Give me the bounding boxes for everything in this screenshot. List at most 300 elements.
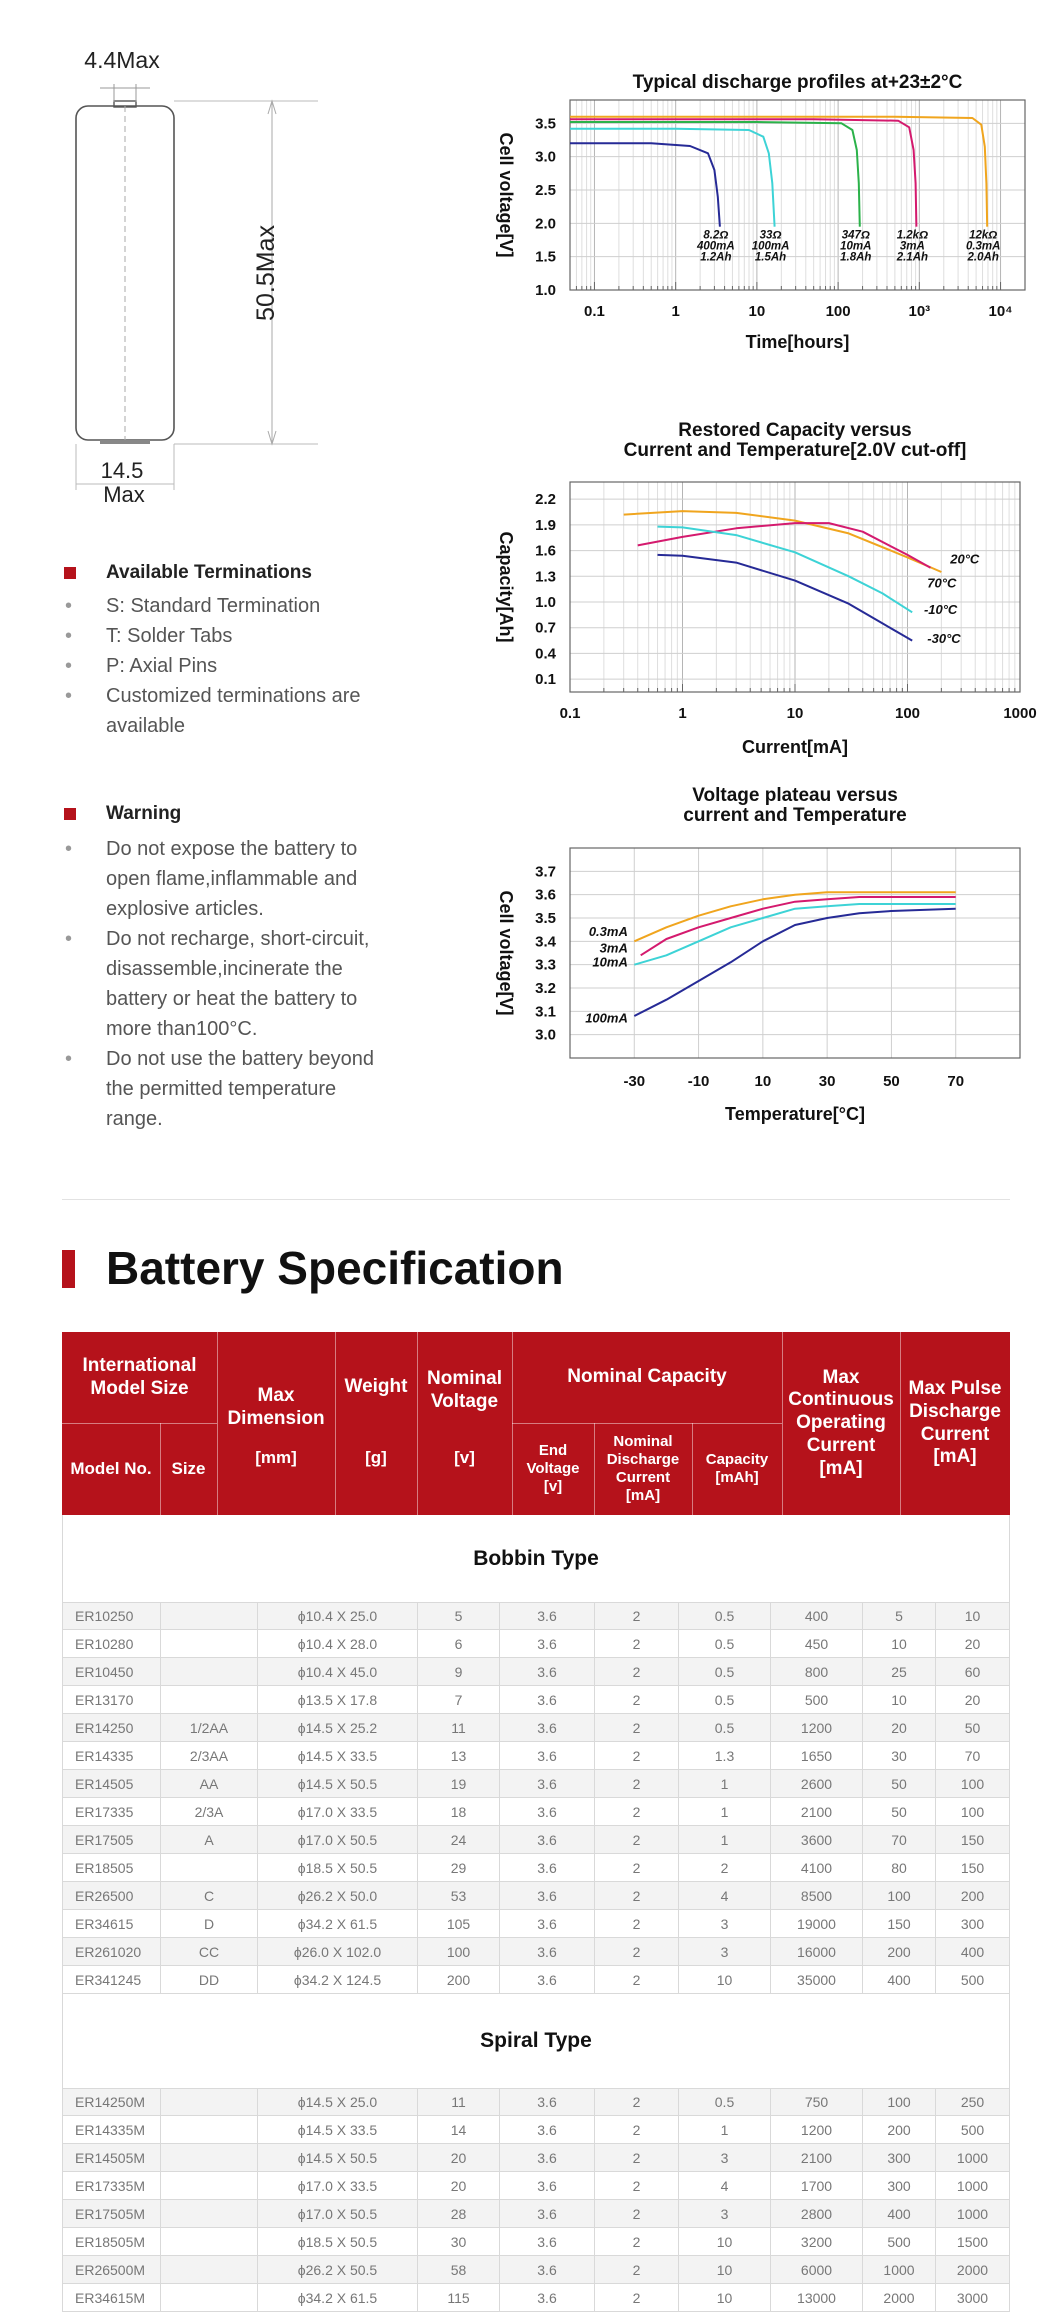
x-tick-label: 100 (825, 303, 851, 320)
header-capacity: Capacity [mAh] (705, 1451, 769, 1486)
table-row (62, 1658, 1010, 1686)
y-tick-label: 1.0 (535, 282, 556, 299)
table-cell: 2 (594, 1882, 678, 1909)
table-cell: 2 (594, 1603, 678, 1629)
table-cell: 20 (417, 2172, 499, 2199)
table-cell: 2000 (862, 2284, 935, 2311)
table-cell: 3.6 (499, 1686, 594, 1713)
table-cell: 4 (678, 2172, 770, 2199)
series-label: 20°C (950, 551, 980, 567)
y-tick-label: 0.7 (535, 619, 556, 637)
table-cell (160, 2144, 257, 2171)
table-cell: 3.6 (499, 2172, 594, 2199)
series-label: -30°C (927, 631, 961, 647)
header-nominal-discharge: Nominal Discharge Current [mA] (606, 1433, 680, 1504)
table-cell: ER14505M (62, 2144, 160, 2171)
table-cell: 1500 (935, 2228, 1010, 2255)
table-cell: ϕ18.5 X 50.5 (257, 1854, 417, 1881)
table-cell: 10 (935, 1603, 1010, 1629)
table-cell: 10 (678, 2256, 770, 2283)
y-tick-label: 3.4 (535, 933, 556, 951)
y-tick-label: 3.5 (535, 115, 556, 133)
table-cell: ϕ14.5 X 50.5 (257, 1770, 417, 1797)
table-cell: 1200 (770, 2116, 862, 2143)
table-cell: 2600 (770, 1770, 862, 1797)
table-cell: 30 (862, 1742, 935, 1769)
header-max-continuous: Max Continuous Operating Current [mA] (788, 1366, 894, 1479)
table-row (62, 2228, 1010, 2256)
x-tick-label: 10 (754, 1073, 772, 1090)
series-label: 400mA (696, 240, 735, 253)
y-tick-label: 3.3 (535, 956, 556, 974)
x-axis-label: Temperature[°C] (725, 1104, 865, 1124)
table-cell: 200 (935, 1882, 1010, 1909)
series-label: 1.5Ah (754, 251, 787, 264)
table-cell: 750 (770, 2089, 862, 2115)
table-cell: 18 (417, 1798, 499, 1825)
table-cell: 2 (594, 2144, 678, 2171)
table-cell: 500 (935, 2116, 1010, 2143)
table-cell: 3600 (770, 1826, 862, 1853)
table-cell: 2000 (935, 2256, 1010, 2283)
spec-table-body (62, 1515, 1010, 2312)
battery-bottom-terminal (100, 440, 150, 444)
header-nominal-capacity: Nominal Capacity (567, 1366, 727, 1388)
table-cell: 3.6 (499, 2284, 594, 2311)
y-tick-label: 1.5 (535, 248, 556, 266)
table-cell: 115 (417, 2284, 499, 2311)
discharge-profile-chart (470, 72, 1030, 400)
table-row (62, 1714, 1010, 1742)
table-cell: 7 (417, 1686, 499, 1713)
section-divider (62, 1199, 1010, 1200)
table-cell: 50 (862, 1770, 935, 1797)
table-cell: 1000 (935, 2172, 1010, 2199)
table-row (62, 2200, 1010, 2228)
terminations-title: Available Terminations (106, 562, 312, 583)
table-cell: ER17335 (62, 1798, 160, 1825)
table-cell: 2 (594, 1686, 678, 1713)
table-cell: 3.6 (499, 1658, 594, 1685)
table-cell: ER14335 (62, 1742, 160, 1769)
table-cell: 6000 (770, 2256, 862, 2283)
x-tick-label: -10 (687, 1073, 710, 1090)
chart-title: Voltage plateau versus (692, 785, 898, 806)
table-cell: 1 (678, 1826, 770, 1853)
table-cell: ϕ14.5 X 25.2 (257, 1714, 417, 1741)
table-cell (160, 2172, 257, 2199)
table-cell: 19 (417, 1770, 499, 1797)
series-label: 3mA (899, 240, 925, 253)
list-item: • Customized terminations are available (62, 681, 422, 741)
y-axis-label: Cell voltage[V] (496, 132, 516, 258)
table-cell: 3.6 (499, 1714, 594, 1741)
table-cell: 3.6 (499, 1770, 594, 1797)
y-tick-label: 3.7 (535, 863, 556, 881)
battery-dimension-drawing (40, 40, 370, 510)
x-tick-label: 0.1 (559, 705, 581, 722)
x-tick-label: 10³ (908, 303, 931, 320)
bottom-dimension-label: 14.5 (100, 458, 144, 483)
terminations-list (62, 591, 422, 741)
table-cell: ER10450 (62, 1658, 160, 1685)
table-cell: 150 (935, 1854, 1010, 1881)
table-cell: 8500 (770, 1882, 862, 1909)
terminations-section (62, 559, 422, 741)
table-cell: ϕ14.5 X 33.5 (257, 2116, 417, 2143)
table-cell (160, 1686, 257, 1713)
table-cell: ϕ34.2 X 61.5 (257, 2284, 417, 2311)
table-cell: 13 (417, 1742, 499, 1769)
table-cell: 2800 (770, 2200, 862, 2227)
table-cell: 800 (770, 1658, 862, 1685)
table-cell: 200 (862, 2116, 935, 2143)
table-cell: ER17505 (62, 1826, 160, 1853)
table-cell: 9 (417, 1658, 499, 1685)
table-cell: 0.5 (678, 1603, 770, 1629)
y-tick-label: 3.5 (535, 910, 556, 927)
spiral-rows (62, 2088, 1010, 2312)
table-cell: ϕ26.0 X 102.0 (257, 1938, 417, 1965)
voltage-plateau-chart (470, 785, 1030, 1130)
y-tick-label: 0.1 (535, 671, 556, 689)
table-cell: ϕ13.5 X 17.8 (257, 1686, 417, 1713)
table-cell: 400 (862, 2200, 935, 2227)
table-cell: 105 (417, 1910, 499, 1937)
table-cell: 2 (594, 2172, 678, 2199)
table-cell: 2 (594, 1938, 678, 1965)
table-cell: 0.5 (678, 1714, 770, 1741)
y-tick-label: 1.9 (535, 516, 556, 534)
chart-title: Typical discharge profiles at+23±2°C (632, 72, 963, 93)
table-cell: ER34615M (62, 2284, 160, 2311)
table-cell: 500 (770, 1686, 862, 1713)
table-cell: 3.6 (499, 1966, 594, 1993)
table-cell: ϕ34.2 X 124.5 (257, 1966, 417, 1993)
table-cell: 80 (862, 1854, 935, 1881)
x-tick-label: 0.1 (584, 303, 605, 320)
table-cell: ER34615 (62, 1910, 160, 1937)
table-cell: 3.6 (499, 1910, 594, 1937)
header-nominal-voltage: Nominal Voltage (427, 1368, 502, 1412)
table-cell: 10 (678, 1966, 770, 1993)
table-cell: 1700 (770, 2172, 862, 2199)
x-tick-label: 10⁴ (988, 303, 1013, 320)
series-label: 100mA (585, 1010, 628, 1026)
table-cell: 0.5 (678, 1658, 770, 1685)
table-cell: ϕ18.5 X 50.5 (257, 2228, 417, 2255)
table-cell: ϕ34.2 X 61.5 (257, 1910, 417, 1937)
table-cell: 3.6 (499, 1938, 594, 1965)
header-end-voltage: End Voltage [v] (526, 1442, 580, 1495)
table-cell: 1000 (935, 2200, 1010, 2227)
table-cell: 1 (678, 2116, 770, 2143)
table-cell: 10 (862, 1686, 935, 1713)
table-row (62, 1602, 1010, 1630)
x-tick-label: 10 (748, 303, 766, 320)
chart-title: Restored Capacity versus (678, 420, 912, 441)
table-cell: ϕ10.4 X 25.0 (257, 1603, 417, 1629)
spec-table-header (62, 1332, 1010, 1515)
table-cell: 11 (417, 1714, 499, 1741)
series-label: 100mA (751, 240, 790, 253)
x-tick-label: 100 (894, 705, 921, 722)
bullet-dot-icon: • (65, 838, 73, 860)
table-row (62, 1826, 1010, 1854)
chart-title: Current and Temperature[2.0V cut-off] (623, 440, 967, 461)
table-cell: 0.5 (678, 1686, 770, 1713)
table-row (62, 1798, 1010, 1826)
bullet-dot-icon: • (65, 625, 73, 647)
table-cell: 20 (862, 1714, 935, 1741)
bullet-dot-icon: • (65, 595, 73, 617)
x-tick-label: 1 (678, 705, 687, 722)
series-label: 0.3mA (588, 924, 628, 939)
y-tick-label: 1.3 (535, 568, 556, 586)
y-tick-label: 0.4 (535, 645, 556, 663)
series-label: 3mA (599, 940, 628, 956)
table-cell: 3.6 (499, 1630, 594, 1657)
table-cell: 2 (594, 2089, 678, 2115)
table-cell: 58 (417, 2256, 499, 2283)
series-label: 0.3mA (965, 240, 1001, 253)
table-row (62, 1742, 1010, 1770)
table-cell: ER26500 (62, 1882, 160, 1909)
table-cell (160, 2200, 257, 2227)
table-cell: ER14250M (62, 2089, 160, 2115)
table-cell: ϕ10.4 X 28.0 (257, 1630, 417, 1657)
header-max-pulse: Max Pulse Discharge Current [mA] (908, 1377, 1002, 1468)
table-cell: 3.6 (499, 1854, 594, 1881)
table-cell: ϕ26.2 X 50.0 (257, 1882, 417, 1909)
table-cell (160, 1630, 257, 1657)
series-label: -10°C (923, 602, 958, 617)
list-item: • S: Standard Termination (62, 591, 422, 621)
y-tick-label: 2.5 (535, 182, 556, 199)
table-cell: 53 (417, 1882, 499, 1909)
table-cell: 3.6 (499, 1742, 594, 1769)
table-cell: A (160, 1826, 257, 1853)
table-cell (160, 1658, 257, 1685)
y-tick-label: 2.0 (535, 215, 556, 233)
table-row (62, 2256, 1010, 2284)
table-cell: AA (160, 1770, 257, 1797)
table-cell: 2 (678, 1854, 770, 1881)
plot-frame (570, 848, 1020, 1058)
series-label: 12kΩ (969, 229, 998, 242)
restored-capacity-chart (470, 420, 1037, 765)
x-tick-label: 1000 (1003, 705, 1037, 722)
y-tick-label: 1.0 (535, 594, 556, 611)
table-cell: 2100 (770, 2144, 862, 2171)
table-cell: 35000 (770, 1966, 862, 1993)
table-cell: 28 (417, 2200, 499, 2227)
table-cell: 100 (935, 1798, 1010, 1825)
table-cell: 4100 (770, 1854, 862, 1881)
table-row (62, 1686, 1010, 1714)
series-label: 10mA (592, 954, 628, 970)
bobbin-type-heading: Bobbin Type (62, 1515, 1010, 1602)
table-cell: 1200 (770, 1714, 862, 1741)
table-cell: ϕ14.5 X 33.5 (257, 1742, 417, 1769)
table-cell: 3.6 (499, 2116, 594, 2143)
table-row (62, 1966, 1010, 1994)
table-cell: 200 (417, 1966, 499, 1993)
table-row (62, 1910, 1010, 1938)
table-cell: 250 (935, 2089, 1010, 2115)
table-cell: ER10280 (62, 1630, 160, 1657)
table-cell: 150 (862, 1910, 935, 1937)
table-cell: 3 (678, 1910, 770, 1937)
table-cell (160, 2089, 257, 2115)
series-label: 33Ω (759, 229, 782, 242)
table-cell: 13000 (770, 2284, 862, 2311)
list-item: • Do not recharge, short-circuit, disassemble,incinerate the battery or heat the battery to more than100°C. (62, 924, 422, 1044)
table-cell: 14 (417, 2116, 499, 2143)
chart-title: current and Temperature (683, 805, 907, 826)
table-row (62, 2284, 1010, 2312)
header-model-no: Model No. (70, 1458, 152, 1478)
table-cell: 10 (862, 1630, 935, 1657)
table-cell: 1000 (935, 2144, 1010, 2171)
table-cell: ER14250 (62, 1714, 160, 1741)
list-item: • Do not expose the battery to open flame,inflammable and explosive articles. (62, 834, 422, 924)
series-label: 1.8Ah (840, 251, 872, 264)
header-weight: Weight (344, 1375, 408, 1397)
table-cell: 2 (594, 2200, 678, 2227)
table-cell: 400 (935, 1938, 1010, 1965)
table-cell: 400 (862, 1966, 935, 1993)
table-cell: 2 (594, 1798, 678, 1825)
series-label: 2.0Ah (967, 251, 999, 264)
table-cell: ϕ10.4 X 45.0 (257, 1658, 417, 1685)
table-cell: 10 (678, 2284, 770, 2311)
table-cell: 300 (935, 1910, 1010, 1937)
table-cell: ER341245 (62, 1966, 160, 1993)
series-label: 1.2kΩ (896, 229, 929, 242)
table-cell (160, 1603, 257, 1629)
table-row (62, 1882, 1010, 1910)
table-cell: 2 (594, 2116, 678, 2143)
table-row (62, 1938, 1010, 1966)
warning-section (62, 800, 422, 1134)
table-cell: 1 (678, 1798, 770, 1825)
table-cell: 19000 (770, 1910, 862, 1937)
table-cell: 1650 (770, 1742, 862, 1769)
list-item: • Do not use the battery beyond the permitted temperature range. (62, 1044, 422, 1134)
header-nominal-voltage-unit: [v] (454, 1447, 475, 1467)
table-cell: 2/3A (160, 1798, 257, 1825)
table-cell: C (160, 1882, 257, 1909)
table-cell: 16000 (770, 1938, 862, 1965)
table-row (62, 1630, 1010, 1658)
bullet-dot-icon: • (65, 655, 73, 677)
series-line-2 (634, 904, 955, 965)
table-cell: 4 (678, 1882, 770, 1909)
series-label: 70°C (927, 575, 957, 591)
bullet-dot-icon: • (65, 685, 73, 707)
table-cell: 50 (862, 1798, 935, 1825)
table-cell: 20 (417, 2144, 499, 2171)
y-tick-label: 2.2 (535, 491, 556, 509)
table-cell: DD (160, 1966, 257, 1993)
table-cell (160, 2116, 257, 2143)
series-line-3 (570, 119, 916, 226)
table-row (62, 2116, 1010, 2144)
table-cell: ER18505M (62, 2228, 160, 2255)
warning-title: Warning (106, 803, 182, 824)
header-weight-unit: [g] (365, 1447, 387, 1467)
top-dimension-label: 4.4Max (84, 47, 160, 73)
table-row (62, 2088, 1010, 2116)
table-cell: 2 (594, 1658, 678, 1685)
table-cell: ϕ17.0 X 33.5 (257, 1798, 417, 1825)
table-cell (160, 1854, 257, 1881)
x-tick-label: -30 (623, 1073, 646, 1090)
bullet-square-icon (64, 808, 76, 820)
table-cell: ER14505 (62, 1770, 160, 1797)
y-tick-label: 3.1 (535, 1003, 556, 1021)
table-cell: 20 (935, 1630, 1010, 1657)
table-cell: 2 (594, 2284, 678, 2311)
table-cell: 300 (862, 2172, 935, 2199)
table-cell: 3.6 (499, 2256, 594, 2283)
table-cell: ER13170 (62, 1686, 160, 1713)
table-cell: 1/2AA (160, 1714, 257, 1741)
x-tick-label: 10 (786, 705, 804, 722)
y-tick-label: 3.0 (535, 148, 556, 166)
table-cell: 3.6 (499, 1603, 594, 1629)
table-cell: 2 (594, 1742, 678, 1769)
table-cell: 2 (594, 2228, 678, 2255)
table-cell: 0.5 (678, 2089, 770, 2115)
x-axis-label: Current[mA] (742, 737, 848, 757)
series-line-4 (570, 117, 987, 227)
table-row (62, 1854, 1010, 1882)
table-cell: 60 (935, 1658, 1010, 1685)
table-cell: 300 (862, 2144, 935, 2171)
table-cell: 2 (594, 1910, 678, 1937)
table-cell: 5 (417, 1603, 499, 1629)
table-cell: 2 (594, 1630, 678, 1657)
series-label: 8.2Ω (703, 229, 729, 242)
table-cell: ER17505M (62, 2200, 160, 2227)
x-tick-label: 70 (947, 1073, 965, 1090)
warning-list (62, 834, 422, 1134)
table-cell: 3 (678, 1938, 770, 1965)
table-cell: 100 (862, 2089, 935, 2115)
list-item: • T: Solder Tabs (62, 621, 422, 651)
spiral-type-heading: Spiral Type (62, 1994, 1010, 2088)
table-cell: 50 (935, 1714, 1010, 1741)
table-cell: 2100 (770, 1798, 862, 1825)
table-cell: 0.5 (678, 1630, 770, 1657)
table-cell: 2 (594, 1966, 678, 1993)
table-cell: 29 (417, 1854, 499, 1881)
table-cell: 200 (862, 1938, 935, 1965)
table-cell: ϕ14.5 X 50.5 (257, 2144, 417, 2171)
table-cell: 500 (935, 1966, 1010, 1993)
table-cell (160, 2284, 257, 2311)
table-cell: ϕ17.0 X 50.5 (257, 1826, 417, 1853)
table-cell: 100 (417, 1938, 499, 1965)
y-tick-label: 1.6 (535, 542, 556, 560)
y-axis-label: Capacity[Ah] (496, 531, 516, 643)
table-cell: 25 (862, 1658, 935, 1685)
table-cell: CC (160, 1938, 257, 1965)
table-cell: ER261020 (62, 1938, 160, 1965)
table-cell: 3 (678, 2200, 770, 2227)
